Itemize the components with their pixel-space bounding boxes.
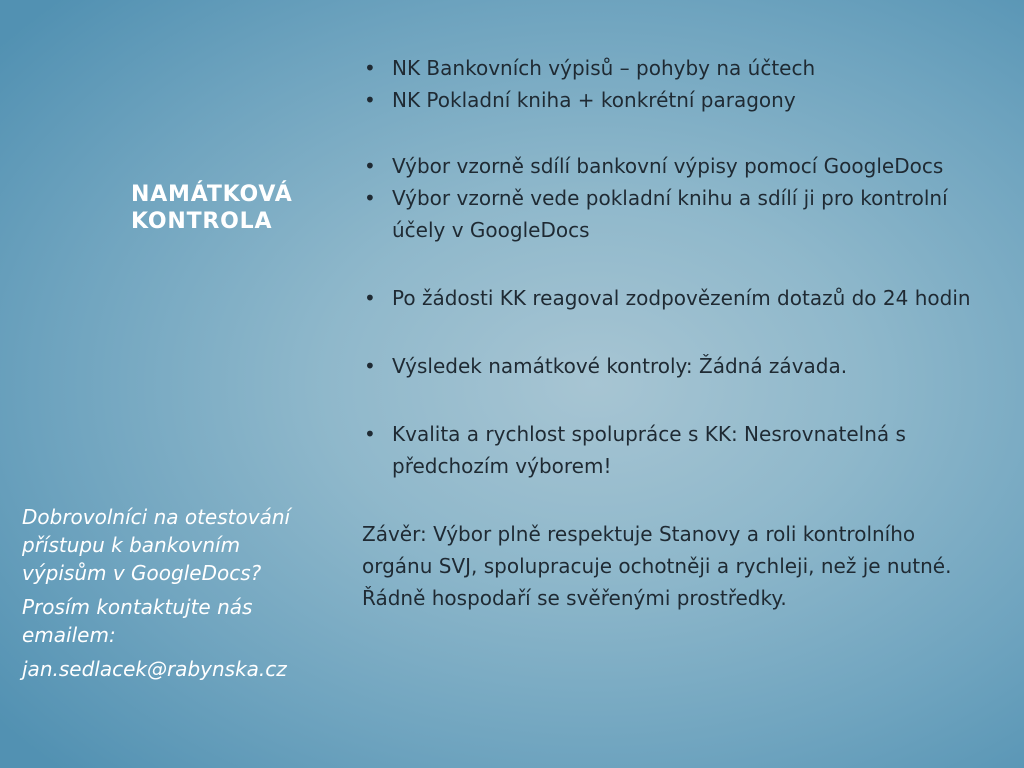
bullet-group-4 (362, 350, 982, 382)
volunteer-question: Dobrovolníci na otestování přístupu k bankovním výpisům v GoogleDocs? (22, 505, 291, 585)
bullet-item: • NK Bankovních výpisů – pohyby na účtech (362, 52, 982, 84)
slide-title (131, 181, 341, 235)
bullet-item: • Po žádosti KK reagoval zodpovězením dotazů do 24 hodin (362, 282, 982, 314)
bullet-group-2 (362, 150, 982, 246)
bullet-group-3 (362, 282, 982, 314)
bullet-item: • Výbor vzorně sdílí bankovní výpisy pomocí GoogleDocs (362, 150, 982, 182)
conclusion-text: Závěr: Výbor plně respektuje Stanovy a roli kontrolního orgánu SVJ, spolupracuje ochotněji a rychleji, než je nutné. Řádně hospodaří se svěřenými prostředky. (362, 522, 952, 610)
slide-title-line-1: NAMÁTKOVÁ (131, 182, 293, 207)
sidebar-note (22, 503, 322, 689)
bullet-group-5 (362, 418, 982, 482)
bullet-item: • NK Pokladní kniha + konkrétní paragony (362, 84, 982, 116)
bullet-item: • Výsledek namátkové kontroly: Žádná závada. (362, 350, 982, 382)
bullet-group-1 (362, 52, 982, 116)
bullet-item: • Výbor vzorně vede pokladní knihu a sdílí ji pro kontrolní účely v GoogleDocs (362, 182, 982, 246)
contact-request: Prosím kontaktujte nás emailem: (22, 595, 253, 647)
bullet-item: • Kvalita a rychlost spolupráce s KK: Nesrovnatelná s předchozím výborem! (362, 418, 982, 482)
content-body (362, 52, 982, 614)
slide-title-line-2: KONTROLA (131, 209, 273, 234)
contact-email: jan.sedlacek@rabynska.cz (22, 657, 287, 681)
